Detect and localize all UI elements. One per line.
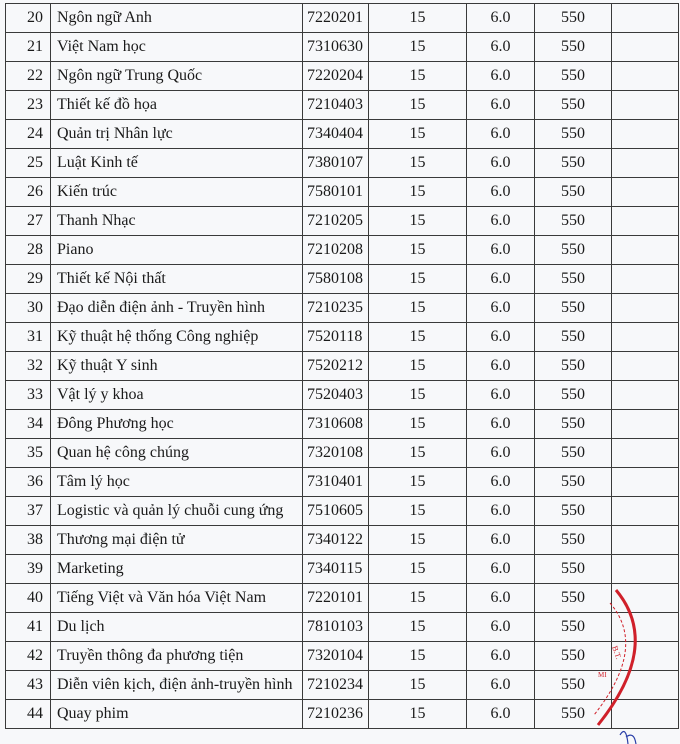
quota-cell: 15 — [369, 700, 467, 729]
quota-cell: 15 — [369, 439, 467, 468]
min-score-cell: 6.0 — [467, 671, 535, 700]
min-score-cell: 6.0 — [467, 62, 535, 91]
equivalent-score-cell: 550 — [535, 555, 612, 584]
notes-cell — [612, 613, 679, 642]
table-row — [6, 149, 679, 178]
notes-cell — [612, 4, 679, 33]
table-row — [6, 62, 679, 91]
major-code-cell: 7810103 — [303, 613, 369, 642]
equivalent-score-cell: 550 — [535, 62, 612, 91]
table-row — [6, 207, 679, 236]
notes-cell — [612, 700, 679, 729]
min-score-cell: 6.0 — [467, 555, 535, 584]
major-name-cell: Piano — [51, 236, 303, 265]
row-number-cell: 22 — [6, 62, 51, 91]
row-number-cell: 43 — [6, 671, 51, 700]
min-score-cell: 6.0 — [467, 613, 535, 642]
equivalent-score-cell: 550 — [535, 410, 612, 439]
equivalent-score-cell: 550 — [535, 468, 612, 497]
major-name-cell: Marketing — [51, 555, 303, 584]
min-score-cell: 6.0 — [467, 352, 535, 381]
min-score-cell: 6.0 — [467, 294, 535, 323]
major-name-cell: Tâm lý học — [51, 468, 303, 497]
major-name-cell: Truyền thông đa phương tiện — [51, 642, 303, 671]
table-row — [6, 410, 679, 439]
table-row — [6, 555, 679, 584]
min-score-cell: 6.0 — [467, 120, 535, 149]
min-score-cell: 6.0 — [467, 236, 535, 265]
major-code-cell: 7340404 — [303, 120, 369, 149]
row-number-cell: 31 — [6, 323, 51, 352]
row-number-cell: 34 — [6, 410, 51, 439]
min-score-cell: 6.0 — [467, 497, 535, 526]
min-score-cell: 6.0 — [467, 4, 535, 33]
major-code-cell: 7210234 — [303, 671, 369, 700]
equivalent-score-cell: 550 — [535, 91, 612, 120]
major-code-cell: 7520212 — [303, 352, 369, 381]
major-name-cell: Logistic và quản lý chuỗi cung ứng — [51, 497, 303, 526]
notes-cell — [612, 207, 679, 236]
major-name-cell: Quản trị Nhân lực — [51, 120, 303, 149]
table-row — [6, 381, 679, 410]
min-score-cell: 6.0 — [467, 33, 535, 62]
table-row — [6, 294, 679, 323]
equivalent-score-cell: 550 — [535, 700, 612, 729]
notes-cell — [612, 91, 679, 120]
notes-cell — [612, 555, 679, 584]
table-row — [6, 91, 679, 120]
min-score-cell: 6.0 — [467, 468, 535, 497]
quota-cell: 15 — [369, 91, 467, 120]
row-number-cell: 23 — [6, 91, 51, 120]
table-row — [6, 265, 679, 294]
row-number-cell: 20 — [6, 4, 51, 33]
signature-stroke — [620, 732, 636, 744]
equivalent-score-cell: 550 — [535, 207, 612, 236]
table-row — [6, 352, 679, 381]
notes-cell — [612, 149, 679, 178]
major-name-cell: Việt Nam học — [51, 33, 303, 62]
row-number-cell: 41 — [6, 613, 51, 642]
min-score-cell: 6.0 — [467, 149, 535, 178]
row-number-cell: 36 — [6, 468, 51, 497]
min-score-cell: 6.0 — [467, 265, 535, 294]
major-code-cell: 7320108 — [303, 439, 369, 468]
row-number-cell: 37 — [6, 497, 51, 526]
table-row — [6, 642, 679, 671]
notes-cell — [612, 120, 679, 149]
row-number-cell: 26 — [6, 178, 51, 207]
notes-cell — [612, 62, 679, 91]
major-code-cell: 7310630 — [303, 33, 369, 62]
major-name-cell: Kỹ thuật hệ thống Công nghiệp — [51, 323, 303, 352]
notes-cell — [612, 584, 679, 613]
quota-cell: 15 — [369, 265, 467, 294]
svg-text:MI: MI — [598, 671, 607, 679]
major-code-cell: 7220201 — [303, 4, 369, 33]
quota-cell: 15 — [369, 294, 467, 323]
major-code-cell: 7210403 — [303, 91, 369, 120]
min-score-cell: 6.0 — [467, 323, 535, 352]
major-name-cell: Kiến trúc — [51, 178, 303, 207]
notes-cell — [612, 294, 679, 323]
row-number-cell: 33 — [6, 381, 51, 410]
quota-cell: 15 — [369, 381, 467, 410]
major-code-cell: 7210208 — [303, 236, 369, 265]
row-number-cell: 25 — [6, 149, 51, 178]
notes-cell — [612, 439, 679, 468]
quota-cell: 15 — [369, 33, 467, 62]
min-score-cell: 6.0 — [467, 439, 535, 468]
major-name-cell: Luật Kinh tế — [51, 149, 303, 178]
major-code-cell: 7520118 — [303, 323, 369, 352]
major-name-cell: Diễn viên kịch, điện ảnh-truyền hình — [51, 671, 303, 700]
notes-cell — [612, 642, 679, 671]
equivalent-score-cell: 550 — [535, 294, 612, 323]
major-name-cell: Ngôn ngữ Trung Quốc — [51, 62, 303, 91]
row-number-cell: 29 — [6, 265, 51, 294]
major-name-cell: Thiết kế Nội thất — [51, 265, 303, 294]
equivalent-score-cell: 550 — [535, 120, 612, 149]
notes-cell — [612, 265, 679, 294]
table-row — [6, 613, 679, 642]
major-code-cell: 7340115 — [303, 555, 369, 584]
major-code-cell: 7220101 — [303, 584, 369, 613]
major-name-cell: Kỹ thuật Y sinh — [51, 352, 303, 381]
quota-cell: 15 — [369, 178, 467, 207]
major-name-cell: Du lịch — [51, 613, 303, 642]
major-name-cell: Đông Phương học — [51, 410, 303, 439]
min-score-cell: 6.0 — [467, 410, 535, 439]
equivalent-score-cell: 550 — [535, 381, 612, 410]
major-code-cell: 7310401 — [303, 468, 369, 497]
major-code-cell: 7210235 — [303, 294, 369, 323]
quota-cell: 15 — [369, 555, 467, 584]
quota-cell: 15 — [369, 236, 467, 265]
notes-cell — [612, 381, 679, 410]
min-score-cell: 6.0 — [467, 642, 535, 671]
row-number-cell: 40 — [6, 584, 51, 613]
major-code-cell: 7320104 — [303, 642, 369, 671]
quota-cell: 15 — [369, 497, 467, 526]
quota-cell: 15 — [369, 323, 467, 352]
majors-table — [5, 3, 679, 729]
min-score-cell: 6.0 — [467, 381, 535, 410]
equivalent-score-cell: 550 — [535, 642, 612, 671]
equivalent-score-cell: 550 — [535, 584, 612, 613]
table-row — [6, 178, 679, 207]
notes-cell — [612, 178, 679, 207]
notes-cell — [612, 236, 679, 265]
min-score-cell: 6.0 — [467, 91, 535, 120]
notes-cell — [612, 671, 679, 700]
equivalent-score-cell: 550 — [535, 497, 612, 526]
row-number-cell: 32 — [6, 352, 51, 381]
equivalent-score-cell: 550 — [535, 4, 612, 33]
major-code-cell: 7580101 — [303, 178, 369, 207]
row-number-cell: 30 — [6, 294, 51, 323]
major-code-cell: 7510605 — [303, 497, 369, 526]
equivalent-score-cell: 550 — [535, 439, 612, 468]
notes-cell — [612, 33, 679, 62]
table-row — [6, 439, 679, 468]
min-score-cell: 6.0 — [467, 526, 535, 555]
min-score-cell: 6.0 — [467, 178, 535, 207]
quota-cell: 15 — [369, 613, 467, 642]
min-score-cell: 6.0 — [467, 700, 535, 729]
major-name-cell: Ngôn ngữ Anh — [51, 4, 303, 33]
equivalent-score-cell: 550 — [535, 149, 612, 178]
quota-cell: 15 — [369, 468, 467, 497]
equivalent-score-cell: 550 — [535, 178, 612, 207]
major-name-cell: Thương mại điện tử — [51, 526, 303, 555]
major-code-cell: 7210236 — [303, 700, 369, 729]
major-code-cell: 7220204 — [303, 62, 369, 91]
quota-cell: 15 — [369, 207, 467, 236]
equivalent-score-cell: 550 — [535, 236, 612, 265]
equivalent-score-cell: 550 — [535, 323, 612, 352]
equivalent-score-cell: 550 — [535, 526, 612, 555]
equivalent-score-cell: 550 — [535, 352, 612, 381]
row-number-cell: 24 — [6, 120, 51, 149]
notes-cell — [612, 352, 679, 381]
major-name-cell: Quan hệ công chúng — [51, 439, 303, 468]
quota-cell: 15 — [369, 352, 467, 381]
quota-cell: 15 — [369, 120, 467, 149]
major-code-cell: 7520403 — [303, 381, 369, 410]
major-name-cell: Quay phim — [51, 700, 303, 729]
notes-cell — [612, 468, 679, 497]
min-score-cell: 6.0 — [467, 584, 535, 613]
row-number-cell: 28 — [6, 236, 51, 265]
table-row — [6, 236, 679, 265]
row-number-cell: 38 — [6, 526, 51, 555]
major-name-cell: Vật lý y khoa — [51, 381, 303, 410]
row-number-cell: 42 — [6, 642, 51, 671]
quota-cell: 15 — [369, 4, 467, 33]
major-code-cell: 7340122 — [303, 526, 369, 555]
equivalent-score-cell: 550 — [535, 671, 612, 700]
row-number-cell: 27 — [6, 207, 51, 236]
major-code-cell: 7210205 — [303, 207, 369, 236]
quota-cell: 15 — [369, 410, 467, 439]
equivalent-score-cell: 550 — [535, 33, 612, 62]
equivalent-score-cell: 550 — [535, 265, 612, 294]
row-number-cell: 21 — [6, 33, 51, 62]
major-name-cell: Thiết kế đồ họa — [51, 91, 303, 120]
table-row — [6, 120, 679, 149]
notes-cell — [612, 497, 679, 526]
table-row — [6, 33, 679, 62]
quota-cell: 15 — [369, 642, 467, 671]
major-name-cell: Thanh Nhạc — [51, 207, 303, 236]
table-row — [6, 497, 679, 526]
svg-text:B.T.: B.T. — [610, 644, 624, 661]
row-number-cell: 35 — [6, 439, 51, 468]
quota-cell: 15 — [369, 671, 467, 700]
min-score-cell: 6.0 — [467, 207, 535, 236]
major-code-cell: 7310608 — [303, 410, 369, 439]
row-number-cell: 39 — [6, 555, 51, 584]
table-row — [6, 671, 679, 700]
equivalent-score-cell: 550 — [535, 613, 612, 642]
table-row — [6, 468, 679, 497]
table-row — [6, 323, 679, 352]
quota-cell: 15 — [369, 584, 467, 613]
major-code-cell: 7580108 — [303, 265, 369, 294]
table-row — [6, 700, 679, 729]
table-row — [6, 584, 679, 613]
major-name-cell: Đạo diễn điện ảnh - Truyền hình — [51, 294, 303, 323]
table-row — [6, 4, 679, 33]
notes-cell — [612, 526, 679, 555]
notes-cell — [612, 410, 679, 439]
row-number-cell: 44 — [6, 700, 51, 729]
quota-cell: 15 — [369, 149, 467, 178]
table-row — [6, 526, 679, 555]
notes-cell — [612, 323, 679, 352]
quota-cell: 15 — [369, 62, 467, 91]
major-code-cell: 7380107 — [303, 149, 369, 178]
major-name-cell: Tiếng Việt và Văn hóa Việt Nam — [51, 584, 303, 613]
quota-cell: 15 — [369, 526, 467, 555]
